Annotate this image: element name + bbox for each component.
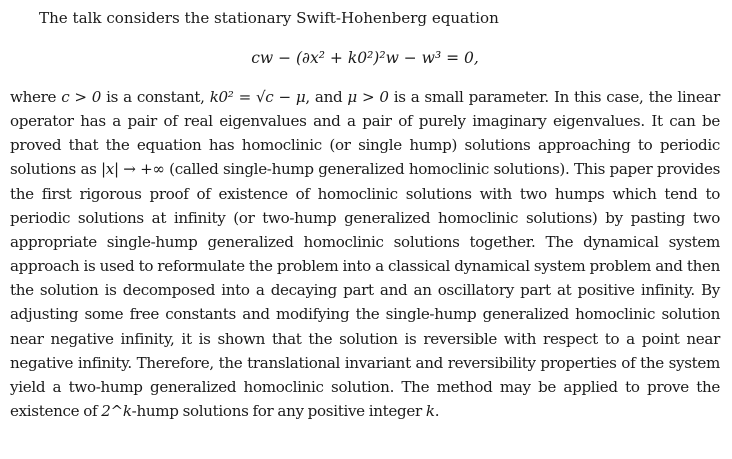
abstract-text-2: is a constant, bbox=[101, 88, 210, 106]
term-integer-k: k bbox=[425, 402, 435, 421]
swift-hohenberg-equation bbox=[10, 44, 720, 72]
abstract-text-5: (called single-hump generalized homoclinic solutions). This paper provides the first rigorous proof of existence of homoclinic solutions with two humps which tend to periodic solutions at infinity (or two-hump generalized homoclinic solutions) by pasting two appropriate single-hump generalized homoclinic solutions together. The dynamical system approach is used to reformulate the problem into a classical dynamical system problem and then the solution is decomposed into a decaying part and an oscillatory part at positive infinity. By adjusting some free constants and modifying the single-hump generalized homoclinic solution near negative infinity, it is shown that the solution is reversible with respect to a point near negative infinity. Therefore, the translational invariant and reversibility properties of the system yield a two-hump generalized homoclinic solution. The method may be applied to prove the existence of bbox=[10, 160, 720, 421]
condition-c-positive: c > 0 bbox=[61, 88, 102, 106]
equation-text: cw − (∂x² + k0²)²w − w³ = 0, bbox=[251, 49, 479, 67]
intro-sentence: The talk considers the stationary Swift-Hohenberg equation bbox=[39, 9, 499, 27]
abstract-text-1: where bbox=[10, 88, 62, 106]
abstract-text-end: . bbox=[434, 402, 440, 421]
abstract-text-3: , and bbox=[305, 88, 348, 106]
abstract-text-4: is a small parameter. In this case, the linear operator has a pair of real eigenvalues and a pair of purely imaginary eigenvalues. It can be proved that the equation has homoclinic (or single hump) solutions approaching to periodic solutions as bbox=[10, 88, 721, 179]
condition-k0-definition: k0² = √c − μ bbox=[209, 88, 306, 106]
condition-mu-positive: μ > 0 bbox=[347, 88, 389, 106]
condition-x-limit: |x| → +∞ bbox=[101, 160, 165, 179]
abstract-paragraph bbox=[10, 85, 720, 423]
abstract-text-6: -hump solutions for any positive integer bbox=[131, 402, 426, 421]
term-2k-hump: 2^k bbox=[101, 402, 132, 421]
